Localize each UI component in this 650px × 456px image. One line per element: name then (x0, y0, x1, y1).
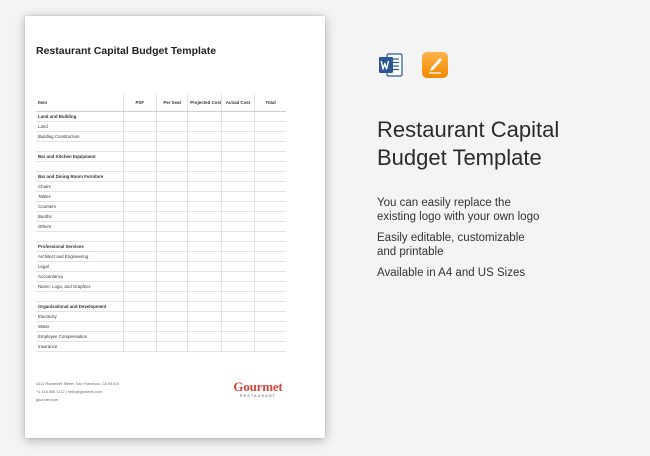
table-cell (188, 272, 221, 282)
row-label: Insurance (36, 342, 123, 352)
table-row (36, 322, 286, 332)
table-cell (221, 302, 254, 312)
table-cell (221, 192, 254, 202)
table-cell (157, 142, 188, 152)
table-cell (188, 172, 221, 182)
table-cell (123, 342, 156, 352)
row-label: Land (36, 122, 123, 132)
table-cell (188, 142, 221, 152)
table-cell (123, 132, 156, 142)
table-row (36, 142, 286, 152)
table-row (36, 182, 286, 192)
table-cell (123, 232, 156, 242)
table-cell (221, 262, 254, 272)
table-row (36, 332, 286, 342)
table-cell (123, 222, 156, 232)
table-cell (221, 312, 254, 322)
table-cell (221, 112, 254, 122)
row-label: Accountancy (36, 272, 123, 282)
logo-word: Gourmet (233, 379, 283, 394)
table-cell (221, 172, 254, 182)
table-row (36, 342, 286, 352)
table-cell (157, 282, 188, 292)
row-label (36, 292, 123, 302)
table-row (36, 192, 286, 202)
column-header-actual-cost: Actual Cost (221, 94, 254, 112)
row-label: Others (36, 222, 123, 232)
table-row (36, 232, 286, 242)
table-cell (188, 152, 221, 162)
row-label: Land and Building (36, 112, 123, 122)
table-cell (255, 112, 286, 122)
row-label: Counters (36, 202, 123, 212)
table-cell (255, 302, 286, 312)
table-cell (221, 222, 254, 232)
table-cell (123, 332, 156, 342)
table-cell (123, 312, 156, 322)
table-cell (221, 322, 254, 332)
table-cell (188, 342, 221, 352)
table-cell (157, 162, 188, 172)
row-label: Professional Services (36, 242, 123, 252)
table-cell (157, 272, 188, 282)
table-cell (221, 282, 254, 292)
table-cell (255, 212, 286, 222)
table-cell (123, 152, 156, 162)
table-cell (157, 292, 188, 302)
table-cell (188, 202, 221, 212)
table-cell (157, 192, 188, 202)
row-label: Electricity (36, 312, 123, 322)
table-row (36, 202, 286, 212)
table-cell (157, 182, 188, 192)
table-cell (188, 292, 221, 302)
table-cell (255, 322, 286, 332)
table-cell (123, 272, 156, 282)
table-cell (221, 232, 254, 242)
table-cell (255, 142, 286, 152)
table-cell (255, 232, 286, 242)
table-cell (255, 202, 286, 212)
table-cell (188, 222, 221, 232)
table-cell (188, 322, 221, 332)
feature-text: You can easily replace the (377, 197, 511, 209)
table-cell (255, 292, 286, 302)
table-cell (221, 272, 254, 282)
table-row (36, 262, 286, 272)
table-row (36, 282, 286, 292)
table-cell (221, 152, 254, 162)
table-cell (188, 192, 221, 202)
table-cell (123, 182, 156, 192)
table-cell (123, 162, 156, 172)
table-cell (255, 172, 286, 182)
row-label: Bar and Kitchen Equipment (36, 152, 123, 162)
row-label: Name, Logo, and Graphics (36, 282, 123, 292)
company-address: 4412 Roosevelt Street, San Francisco, CA 94104 (36, 382, 119, 386)
row-label: Chairs (36, 182, 123, 192)
table-cell (221, 242, 254, 252)
table-cell (221, 132, 254, 142)
table-cell (157, 242, 188, 252)
table-cell (123, 292, 156, 302)
table-cell (123, 172, 156, 182)
table-cell (157, 172, 188, 182)
table-cell (221, 342, 254, 352)
table-cell (123, 322, 156, 332)
row-label: Legal (36, 262, 123, 272)
table-cell (188, 252, 221, 262)
table-cell (255, 152, 286, 162)
table-row (36, 272, 286, 282)
table-cell (255, 222, 286, 232)
table-row (36, 292, 286, 302)
table-cell (255, 242, 286, 252)
table-cell (157, 302, 188, 312)
table-cell (157, 252, 188, 262)
column-header-item: Item (36, 94, 123, 112)
table-cell (123, 302, 156, 312)
table-cell (123, 122, 156, 132)
table-cell (188, 162, 221, 172)
row-label: Bar and Dining Room Furniture (36, 172, 123, 182)
table-cell (188, 132, 221, 142)
row-label (36, 142, 123, 152)
table-cell (221, 292, 254, 302)
table-header-row (36, 94, 286, 112)
table-cell (188, 112, 221, 122)
table-cell (157, 152, 188, 162)
row-label: Building Construction (36, 132, 123, 142)
column-header-projected-cost: Projected Cost (188, 94, 221, 112)
table-cell (221, 332, 254, 342)
row-label: Booths (36, 212, 123, 222)
table-cell (123, 212, 156, 222)
headline-line-2: Budget Template (377, 145, 542, 170)
table-section-row (36, 302, 286, 312)
table-cell (221, 202, 254, 212)
table-row (36, 212, 286, 222)
row-label (36, 232, 123, 242)
logo-subtitle: RESTAURANT (239, 394, 277, 398)
page-headline (377, 116, 559, 172)
table-cell (157, 332, 188, 342)
table-cell (221, 142, 254, 152)
table-cell (188, 232, 221, 242)
table-cell (123, 142, 156, 152)
column-header-per-seat: Per Seat (157, 94, 188, 112)
table-row (36, 162, 286, 172)
table-cell (255, 312, 286, 322)
table-cell (188, 242, 221, 252)
table-cell (188, 282, 221, 292)
table-cell (157, 212, 188, 222)
budget-table (36, 94, 286, 352)
document-title: Restaurant Capital Budget Template (36, 45, 217, 57)
table-row (36, 312, 286, 322)
budget-table-body (36, 112, 286, 352)
table-cell (221, 212, 254, 222)
feature-text: existing logo with your own logo (377, 211, 540, 223)
feature-text: Available in A4 and US Sizes (377, 267, 526, 279)
column-header-total: Total (255, 94, 286, 112)
table-cell (123, 252, 156, 262)
row-label: Tables (36, 192, 123, 202)
table-cell (157, 112, 188, 122)
table-cell (255, 122, 286, 132)
table-cell (221, 162, 254, 172)
table-cell (123, 282, 156, 292)
table-cell (255, 282, 286, 292)
column-header-psf: PSF (123, 94, 156, 112)
feature-logo-replace (377, 196, 539, 224)
row-label: Employee Compensation (36, 332, 123, 342)
table-cell (157, 342, 188, 352)
table-cell (157, 202, 188, 212)
table-cell (157, 132, 188, 142)
company-website: gourmet.com (36, 398, 59, 402)
table-section-row (36, 172, 286, 182)
table-cell (188, 262, 221, 272)
table-cell (123, 242, 156, 252)
row-label: Architect and Engineering (36, 252, 123, 262)
table-cell (188, 212, 221, 222)
table-row (36, 132, 286, 142)
company-logo (228, 380, 288, 398)
table-cell (188, 182, 221, 192)
table-cell (157, 262, 188, 272)
company-contact: +1 415 555 1212 | hello@gourmet.com (36, 390, 102, 394)
table-cell (255, 132, 286, 142)
table-cell (123, 262, 156, 272)
table-cell (157, 232, 188, 242)
table-cell (157, 312, 188, 322)
table-cell (157, 222, 188, 232)
table-cell (255, 252, 286, 262)
table-row (36, 122, 286, 132)
table-cell (221, 182, 254, 192)
table-cell (188, 312, 221, 322)
table-section-row (36, 112, 286, 122)
table-cell (123, 202, 156, 212)
row-label: Water (36, 322, 123, 332)
table-cell (221, 252, 254, 262)
feature-text: Easily editable, customizable (377, 232, 525, 244)
feature-sizes (377, 266, 525, 280)
table-section-row (36, 152, 286, 162)
table-cell (188, 122, 221, 132)
table-cell (157, 122, 188, 132)
table-cell (255, 192, 286, 202)
table-cell (255, 272, 286, 282)
table-cell (188, 302, 221, 312)
table-row (36, 222, 286, 232)
table-cell (221, 122, 254, 132)
table-row (36, 252, 286, 262)
table-cell (255, 262, 286, 272)
table-cell (123, 112, 156, 122)
row-label: Organizational and Development (36, 302, 123, 312)
headline-line-1: Restaurant Capital (377, 117, 560, 142)
feature-text: and printable (377, 246, 444, 258)
table-cell (255, 332, 286, 342)
word-icon[interactable] (378, 52, 404, 78)
table-cell (188, 332, 221, 342)
table-cell (255, 342, 286, 352)
table-cell (255, 162, 286, 172)
pages-icon[interactable] (422, 52, 448, 78)
table-section-row (36, 242, 286, 252)
table-cell (157, 322, 188, 332)
company-footer (36, 380, 119, 404)
table-cell (255, 182, 286, 192)
feature-editable (377, 231, 525, 259)
table-cell (123, 192, 156, 202)
row-label (36, 162, 123, 172)
